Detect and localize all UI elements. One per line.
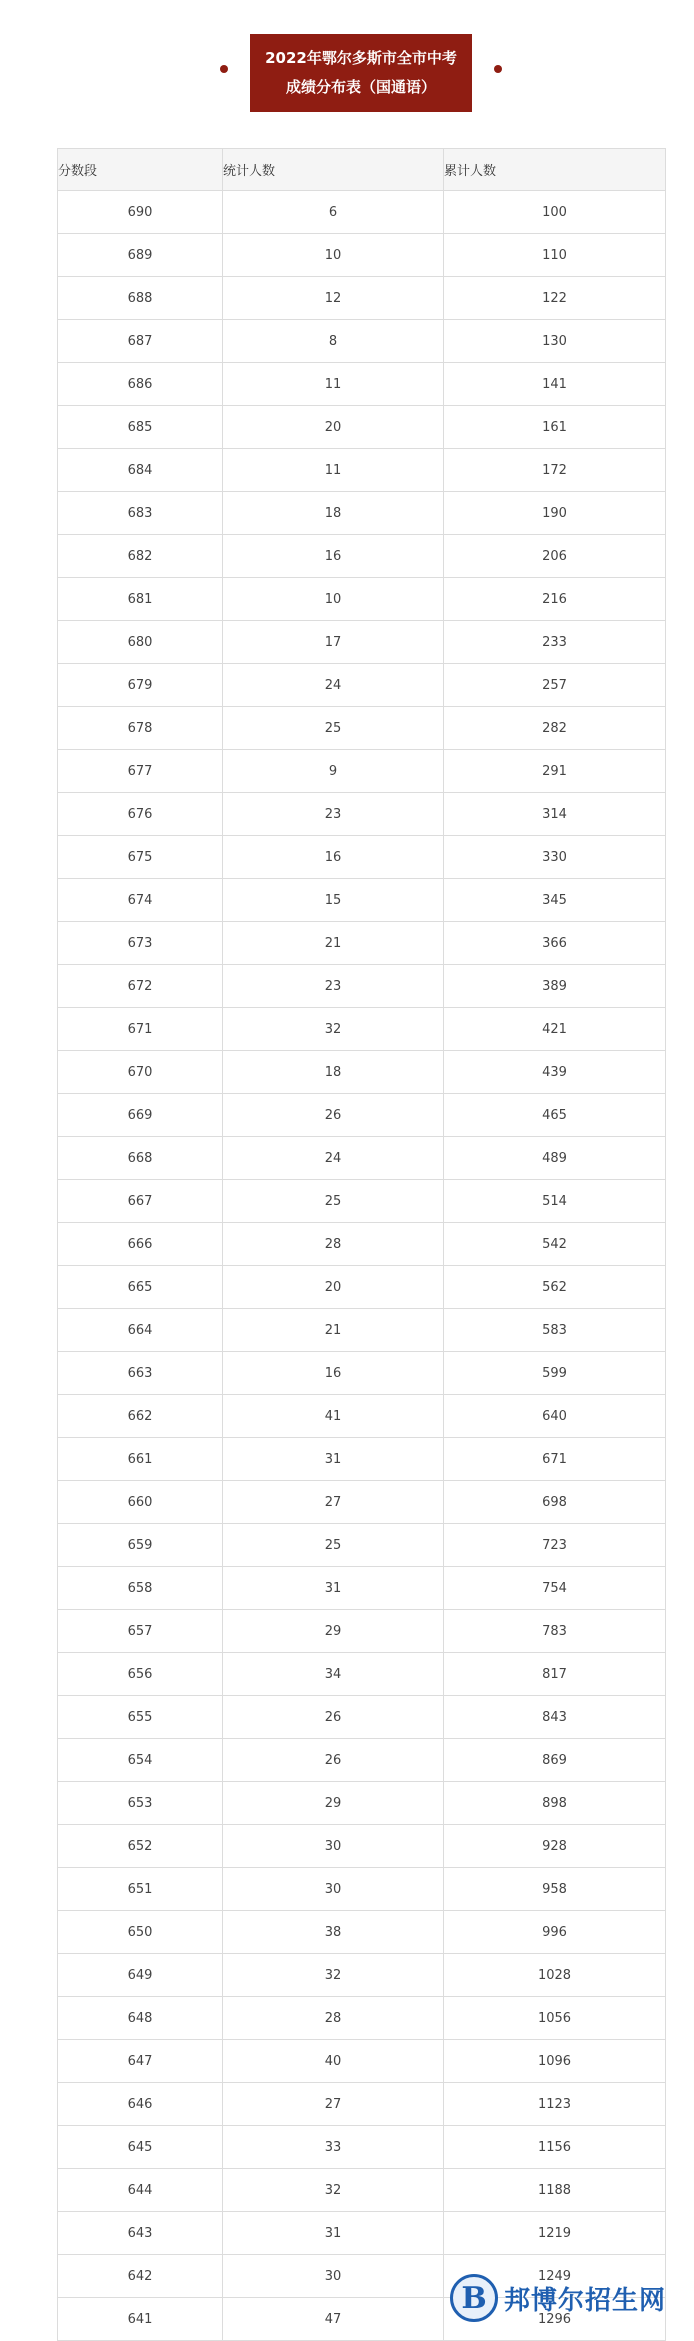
cell-cumulative: 1028 <box>444 1954 666 1997</box>
cell-cumulative: 421 <box>444 1008 666 1051</box>
table-row <box>58 1997 666 2040</box>
cell-score: 690 <box>58 191 223 234</box>
cell-score: 665 <box>58 1266 223 1309</box>
table-row <box>58 1825 666 1868</box>
cell-score: 666 <box>58 1223 223 1266</box>
cell-cumulative: 783 <box>444 1610 666 1653</box>
cell-cumulative: 1219 <box>444 2212 666 2255</box>
table-row <box>58 922 666 965</box>
table-row <box>58 492 666 535</box>
cell-cumulative: 291 <box>444 750 666 793</box>
cell-count: 15 <box>223 879 444 922</box>
table-row <box>58 965 666 1008</box>
cell-count: 28 <box>223 1223 444 1266</box>
table-row <box>58 707 666 750</box>
table-row <box>58 664 666 707</box>
decor-dot-left <box>220 65 228 73</box>
table-row <box>58 1395 666 1438</box>
table-row <box>58 1954 666 1997</box>
table-row <box>58 1309 666 1352</box>
cell-count: 32 <box>223 1954 444 1997</box>
cell-score: 654 <box>58 1739 223 1782</box>
cell-count: 21 <box>223 922 444 965</box>
table-row <box>58 1481 666 1524</box>
cell-score: 678 <box>58 707 223 750</box>
cell-count: 24 <box>223 664 444 707</box>
table-row <box>58 1567 666 1610</box>
table-row <box>58 750 666 793</box>
cell-count: 29 <box>223 1782 444 1825</box>
cell-count: 11 <box>223 449 444 492</box>
cell-count: 20 <box>223 406 444 449</box>
cell-count: 26 <box>223 1094 444 1137</box>
page-title <box>250 34 472 112</box>
cell-cumulative: 233 <box>444 621 666 664</box>
table-row <box>58 2169 666 2212</box>
cell-cumulative: 465 <box>444 1094 666 1137</box>
cell-score: 669 <box>58 1094 223 1137</box>
table-row <box>58 1352 666 1395</box>
cell-cumulative: 389 <box>444 965 666 1008</box>
cell-count: 31 <box>223 1438 444 1481</box>
cell-score: 671 <box>58 1008 223 1051</box>
table-row <box>58 1696 666 1739</box>
table-row <box>58 1868 666 1911</box>
table-row <box>58 191 666 234</box>
cell-cumulative: 562 <box>444 1266 666 1309</box>
cell-count: 28 <box>223 1997 444 2040</box>
cell-count: 12 <box>223 277 444 320</box>
cell-cumulative: 843 <box>444 1696 666 1739</box>
cell-count: 17 <box>223 621 444 664</box>
cell-score: 641 <box>58 2298 223 2341</box>
cell-cumulative: 330 <box>444 836 666 879</box>
cell-score: 683 <box>58 492 223 535</box>
cell-cumulative: 898 <box>444 1782 666 1825</box>
cell-count: 11 <box>223 363 444 406</box>
table-row <box>58 1782 666 1825</box>
cell-cumulative: 1123 <box>444 2083 666 2126</box>
cell-score: 664 <box>58 1309 223 1352</box>
cell-count: 10 <box>223 578 444 621</box>
cell-cumulative: 1096 <box>444 2040 666 2083</box>
cell-count: 32 <box>223 2169 444 2212</box>
cell-score: 653 <box>58 1782 223 1825</box>
table-row <box>58 320 666 363</box>
table-row <box>58 449 666 492</box>
cell-count: 33 <box>223 2126 444 2169</box>
table-row <box>58 621 666 664</box>
cell-score: 679 <box>58 664 223 707</box>
cell-score: 650 <box>58 1911 223 1954</box>
cell-count: 16 <box>223 1352 444 1395</box>
cell-count: 34 <box>223 1653 444 1696</box>
cell-cumulative: 542 <box>444 1223 666 1266</box>
cell-cumulative: 257 <box>444 664 666 707</box>
table-row <box>58 535 666 578</box>
cell-cumulative: 1156 <box>444 2126 666 2169</box>
cell-cumulative: 1188 <box>444 2169 666 2212</box>
cell-score: 689 <box>58 234 223 277</box>
cell-score: 684 <box>58 449 223 492</box>
cell-score: 667 <box>58 1180 223 1223</box>
cell-count: 24 <box>223 1137 444 1180</box>
cell-count: 25 <box>223 1180 444 1223</box>
table-row <box>58 1911 666 1954</box>
cell-score: 649 <box>58 1954 223 1997</box>
cell-cumulative: 996 <box>444 1911 666 1954</box>
cell-score: 644 <box>58 2169 223 2212</box>
cell-count: 40 <box>223 2040 444 2083</box>
cell-score: 658 <box>58 1567 223 1610</box>
cell-count: 23 <box>223 965 444 1008</box>
table-row <box>58 1653 666 1696</box>
cell-cumulative: 698 <box>444 1481 666 1524</box>
cell-cumulative: 817 <box>444 1653 666 1696</box>
cell-score: 663 <box>58 1352 223 1395</box>
cell-count: 23 <box>223 793 444 836</box>
table-row <box>58 406 666 449</box>
cell-cumulative: 599 <box>444 1352 666 1395</box>
cell-score: 647 <box>58 2040 223 2083</box>
cell-cumulative: 110 <box>444 234 666 277</box>
header-count: 统计人数 <box>223 149 444 191</box>
header-cumulative: 累计人数 <box>444 149 666 191</box>
cell-count: 10 <box>223 234 444 277</box>
cell-count: 41 <box>223 1395 444 1438</box>
score-distribution-table <box>57 148 666 2341</box>
cell-cumulative: 869 <box>444 1739 666 1782</box>
cell-score: 681 <box>58 578 223 621</box>
cell-count: 32 <box>223 1008 444 1051</box>
cell-score: 674 <box>58 879 223 922</box>
cell-score: 686 <box>58 363 223 406</box>
title-banner <box>0 34 694 118</box>
table-row <box>58 1438 666 1481</box>
table-row <box>58 1094 666 1137</box>
cell-cumulative: 190 <box>444 492 666 535</box>
cell-cumulative: 489 <box>444 1137 666 1180</box>
title-line-2: 成绩分布表（国通语） <box>285 78 436 96</box>
table-row <box>58 1610 666 1653</box>
cell-score: 682 <box>58 535 223 578</box>
cell-cumulative: 366 <box>444 922 666 965</box>
cell-count: 30 <box>223 2255 444 2298</box>
cell-cumulative: 100 <box>444 191 666 234</box>
cell-count: 30 <box>223 1825 444 1868</box>
decor-dot-right <box>494 65 502 73</box>
cell-cumulative: 514 <box>444 1180 666 1223</box>
table-row <box>58 2126 666 2169</box>
cell-score: 685 <box>58 406 223 449</box>
cell-score: 673 <box>58 922 223 965</box>
cell-cumulative: 723 <box>444 1524 666 1567</box>
cell-cumulative: 282 <box>444 707 666 750</box>
cell-score: 688 <box>58 277 223 320</box>
cell-score: 660 <box>58 1481 223 1524</box>
table-row <box>58 234 666 277</box>
cell-score: 676 <box>58 793 223 836</box>
title-line-1: 2022年鄂尔多斯市全市中考 <box>265 49 457 67</box>
cell-count: 18 <box>223 492 444 535</box>
cell-count: 16 <box>223 535 444 578</box>
cell-count: 27 <box>223 1481 444 1524</box>
cell-score: 657 <box>58 1610 223 1653</box>
table-row <box>58 1051 666 1094</box>
cell-count: 26 <box>223 1696 444 1739</box>
cell-cumulative: 130 <box>444 320 666 363</box>
cell-score: 651 <box>58 1868 223 1911</box>
table-row <box>58 1137 666 1180</box>
cell-count: 6 <box>223 191 444 234</box>
cell-count: 25 <box>223 707 444 750</box>
cell-cumulative: 172 <box>444 449 666 492</box>
site-watermark <box>450 2272 690 2324</box>
cell-count: 8 <box>223 320 444 363</box>
table-row <box>58 277 666 320</box>
table-row <box>58 2083 666 2126</box>
table-row <box>58 836 666 879</box>
table-row <box>58 879 666 922</box>
cell-cumulative: 161 <box>444 406 666 449</box>
cell-score: 687 <box>58 320 223 363</box>
cell-count: 31 <box>223 2212 444 2255</box>
cell-count: 26 <box>223 1739 444 1782</box>
cell-count: 30 <box>223 1868 444 1911</box>
cell-cumulative: 1056 <box>444 1997 666 2040</box>
cell-count: 27 <box>223 2083 444 2126</box>
cell-count: 20 <box>223 1266 444 1309</box>
cell-score: 675 <box>58 836 223 879</box>
cell-cumulative: 671 <box>444 1438 666 1481</box>
watermark-text: 邦博尔招生网 <box>504 2285 667 2316</box>
cell-cumulative: 958 <box>444 1868 666 1911</box>
table-row <box>58 1739 666 1782</box>
cell-score: 672 <box>58 965 223 1008</box>
cell-cumulative: 1296 <box>444 2298 666 2341</box>
cell-score: 643 <box>58 2212 223 2255</box>
cell-count: 18 <box>223 1051 444 1094</box>
cell-count: 29 <box>223 1610 444 1653</box>
cell-cumulative: 216 <box>444 578 666 621</box>
table-row <box>58 793 666 836</box>
table-row <box>58 1008 666 1051</box>
table-row <box>58 1180 666 1223</box>
cell-count: 25 <box>223 1524 444 1567</box>
cell-count: 9 <box>223 750 444 793</box>
cell-cumulative: 928 <box>444 1825 666 1868</box>
cell-count: 47 <box>223 2298 444 2341</box>
cell-score: 668 <box>58 1137 223 1180</box>
table-row <box>58 2212 666 2255</box>
cell-score: 661 <box>58 1438 223 1481</box>
cell-score: 652 <box>58 1825 223 1868</box>
table-row <box>58 578 666 621</box>
cell-count: 31 <box>223 1567 444 1610</box>
cell-cumulative: 314 <box>444 793 666 836</box>
cell-cumulative: 1249 <box>444 2255 666 2298</box>
cell-cumulative: 754 <box>444 1567 666 1610</box>
table-header-row <box>58 149 666 191</box>
cell-score: 642 <box>58 2255 223 2298</box>
table-row <box>58 2040 666 2083</box>
cell-score: 677 <box>58 750 223 793</box>
cell-score: 645 <box>58 2126 223 2169</box>
cell-score: 656 <box>58 1653 223 1696</box>
cell-score: 680 <box>58 621 223 664</box>
watermark-logo-icon: B <box>450 2274 498 2322</box>
cell-score: 662 <box>58 1395 223 1438</box>
cell-cumulative: 345 <box>444 879 666 922</box>
cell-cumulative: 141 <box>444 363 666 406</box>
table-row <box>58 363 666 406</box>
cell-count: 16 <box>223 836 444 879</box>
cell-cumulative: 640 <box>444 1395 666 1438</box>
cell-score: 659 <box>58 1524 223 1567</box>
table-row <box>58 1524 666 1567</box>
cell-cumulative: 583 <box>444 1309 666 1352</box>
table-row <box>58 1223 666 1266</box>
table-row <box>58 1266 666 1309</box>
cell-score: 670 <box>58 1051 223 1094</box>
cell-count: 21 <box>223 1309 444 1352</box>
cell-cumulative: 122 <box>444 277 666 320</box>
cell-cumulative: 206 <box>444 535 666 578</box>
cell-score: 655 <box>58 1696 223 1739</box>
cell-score: 646 <box>58 2083 223 2126</box>
cell-cumulative: 439 <box>444 1051 666 1094</box>
cell-score: 648 <box>58 1997 223 2040</box>
header-score-range: 分数段 <box>58 149 223 191</box>
cell-count: 38 <box>223 1911 444 1954</box>
